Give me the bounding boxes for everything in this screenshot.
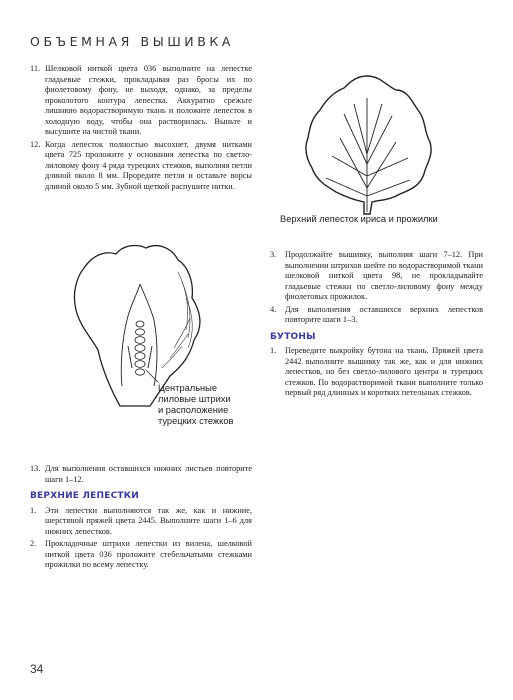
- upper-petal-illustration: [292, 68, 442, 218]
- page-number: 34: [30, 662, 44, 676]
- left-top-text: [30, 64, 252, 194]
- step-item: 12. Когда лепесток полностью высохнет, двумя нитками цвета 725 проложите у основания лепестка по светло-лиловому фону 4 ряда турецких стежков, выполняя петли длиной около 8 мм. Проредите петли и оставьте ворсы длиной около 5 мм. Зубной щеткой распушите нитки.: [30, 139, 252, 191]
- step-item: 3. Продолжайте вышивку, выполняя шаги 7–12. При выполнении штрихов шейте по водорастворимой ткани шелковой ниткой цвета 98, не прокладывайте гладьевые стежки по светло-лиловому фону между фиолетовых прожилок.: [270, 250, 483, 301]
- page-header: ОБЪЕМНАЯ ВЫШИВКА: [30, 34, 235, 49]
- step-item: 1. Эти лепестки выполняются так же, как и нижние, шерстяной пряжей цвета 2445. Выполните шаги 1–6 для нижних лепестков.: [30, 505, 252, 536]
- section-heading-upper-petals: ВЕРХНИЕ ЛЕПЕСТКИ: [30, 491, 140, 501]
- step-item: 11. Шелковой ниткой цвета 036 выполните на лепестке гладьевые стежки, прокладывая раз бросы их по фиолетовому фону, не выходя, однако, за пределы проколотого контура лепестка. Аккуратно срежьте лишнюю водорастворимую ткань и положите лепесток в холодную воду, чтобы она растворилась. Выньте и высушите на чистой ткани.: [30, 64, 252, 136]
- step-item: 13. Для выполнения оставшихся нижних листьев повторите шаги 1–12.: [30, 464, 252, 484]
- figure-callout: Центральные лиловые штрихи и расположение турецких стежков: [158, 383, 234, 426]
- figure-caption: Верхний лепесток ириса и прожилки: [280, 214, 438, 224]
- section-heading-buds: БУТОНЫ: [270, 331, 316, 342]
- step-item: 4. Для выполнения оставшихся верхних лепестков повторите шаги 1–3.: [270, 304, 483, 324]
- right-column-text: [270, 250, 483, 401]
- left-bottom-text: [30, 464, 252, 573]
- step-item: 1. Переведите выкройку бутона на ткань. Пряжей цвета 2442 выполните вышивку так же, как и для нижних лепестков, но без светло-лилового центра и турецких стежков. По водорастворимой ткани выполните только первый ряд длинных и коротких петельных стежков.: [270, 346, 483, 397]
- step-item: 2. Прокладочные штрихи лепестки из вилена, шелковой ниткой цвета 036 проложите стебельчатыми стежками прожилки по всему лепестку.: [30, 539, 252, 569]
